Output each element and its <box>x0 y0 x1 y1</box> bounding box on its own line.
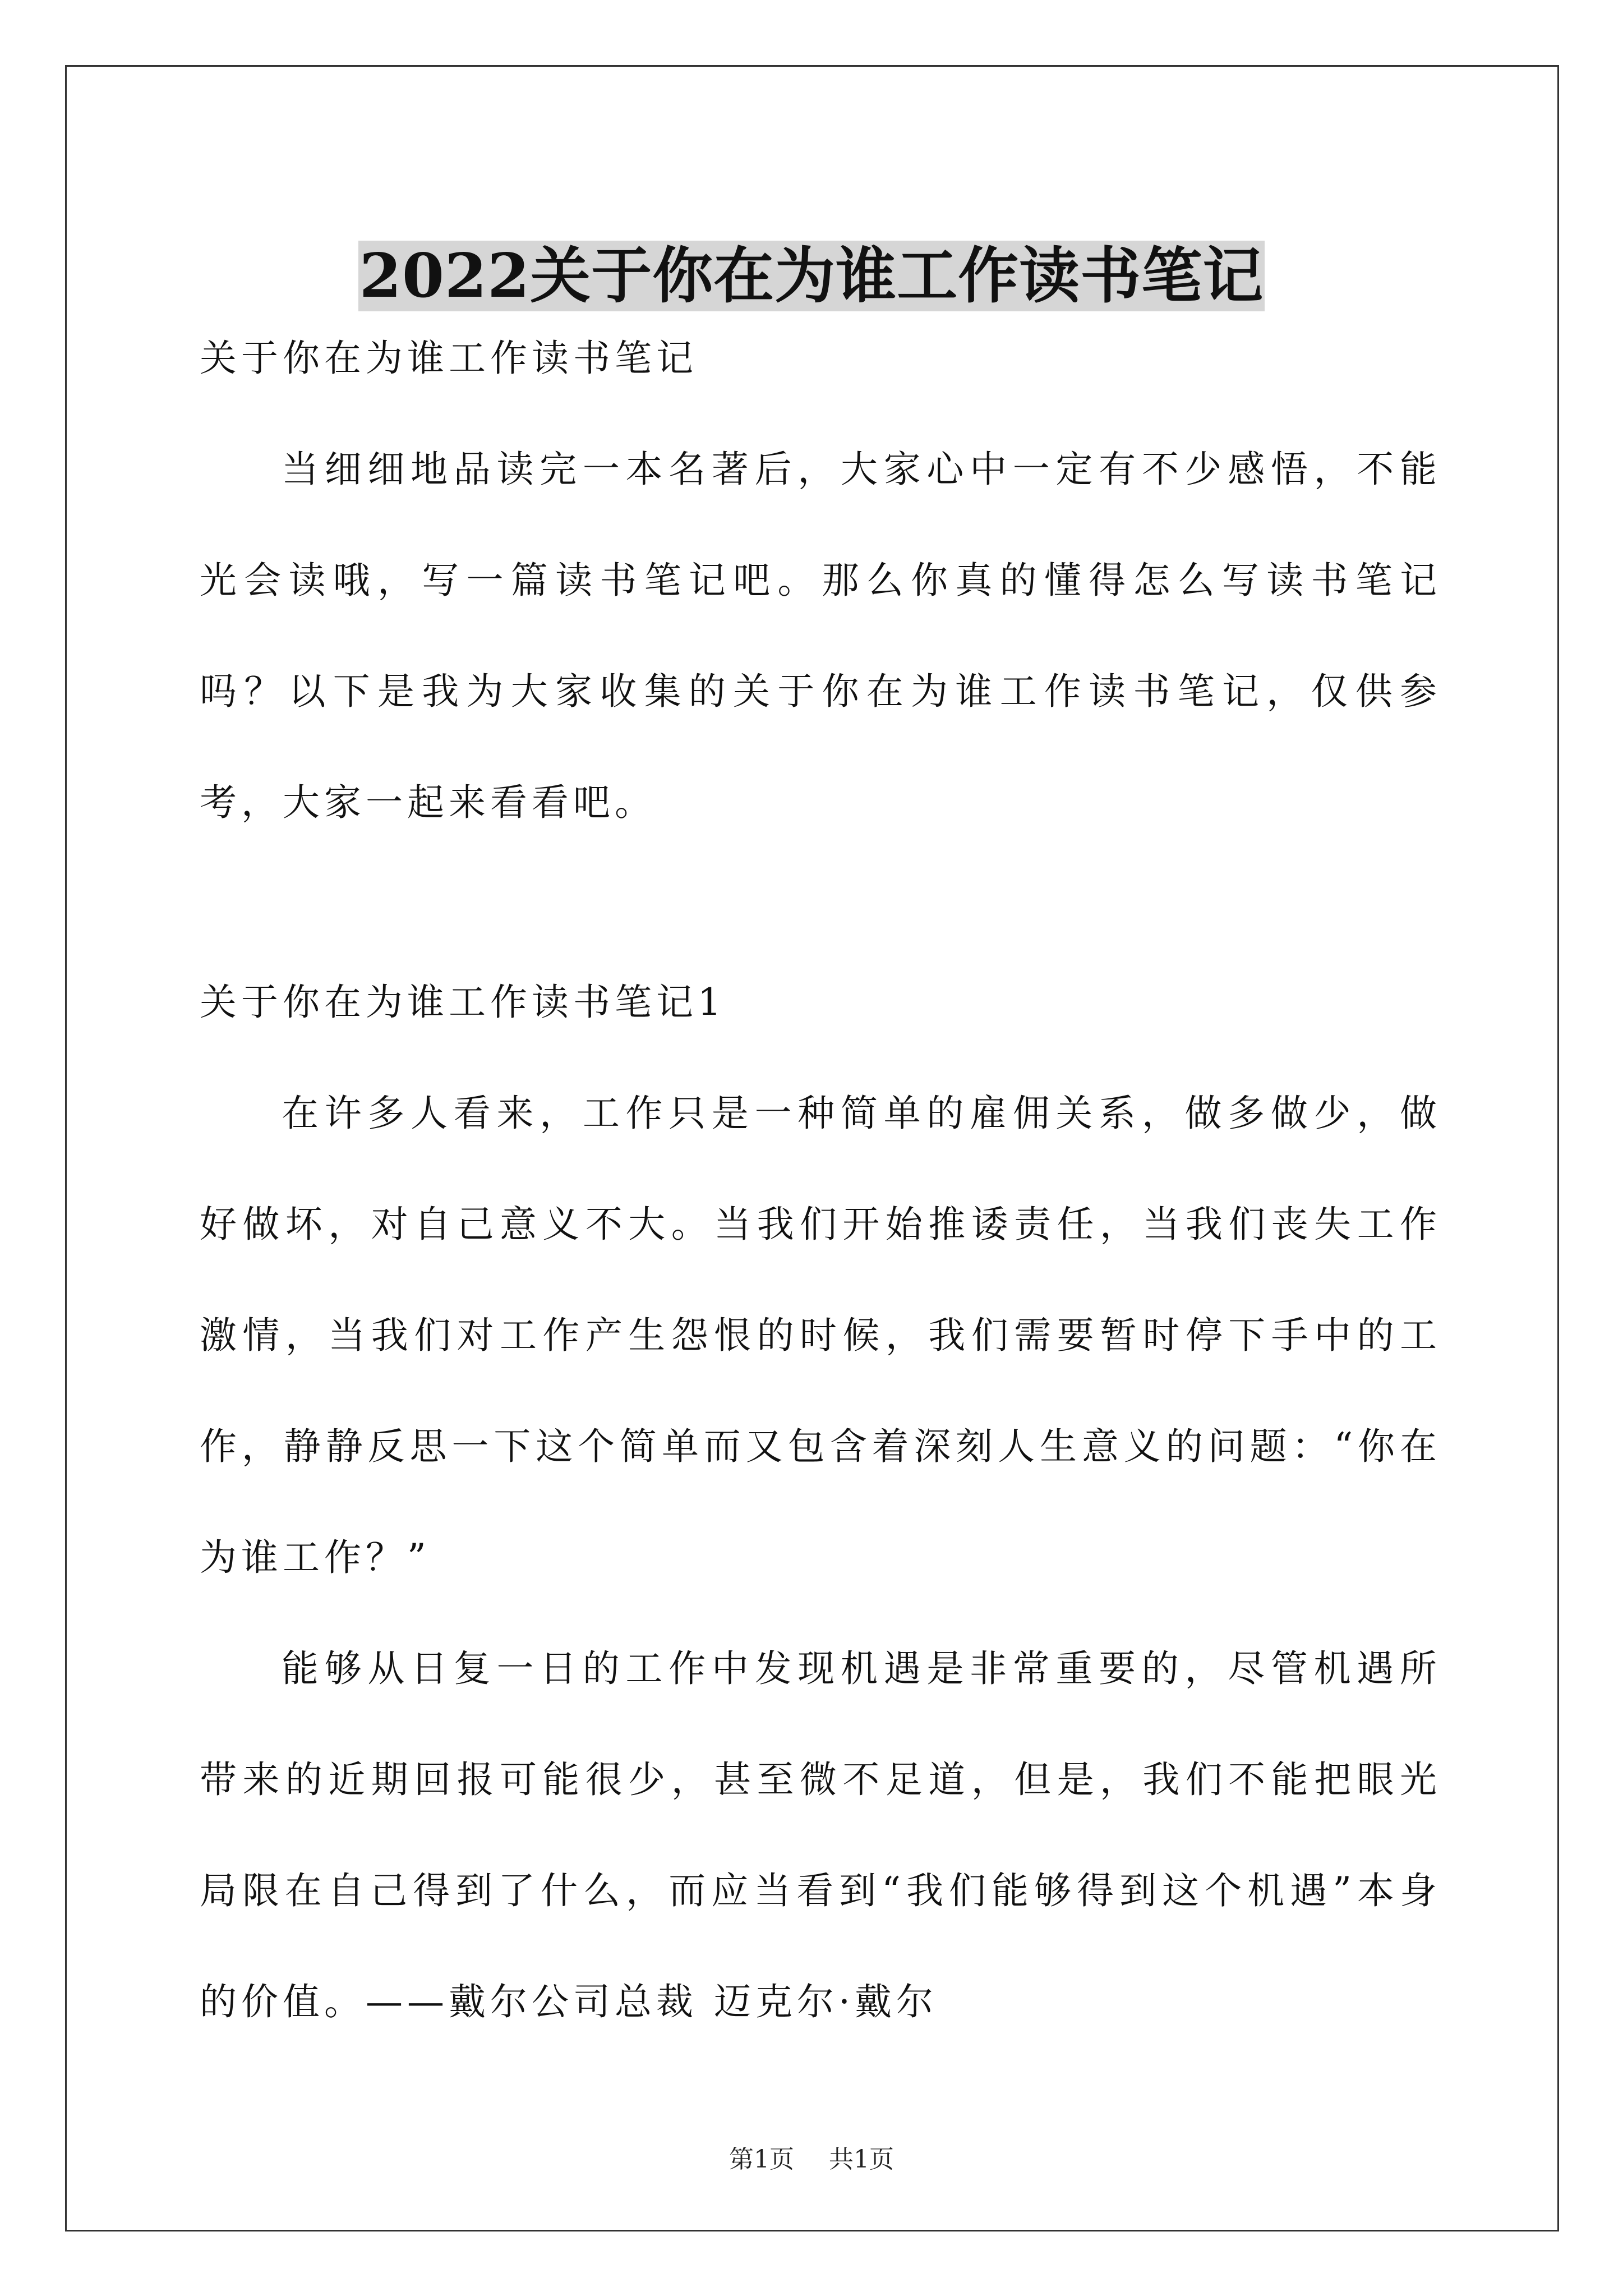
page-number-current: 第1页 <box>729 2145 794 2174</box>
document-title-text: 2022关于你在为谁工作读书笔记 <box>359 241 1264 312</box>
page-footer <box>0 2143 1623 2177</box>
body-paragraph-2: 能够从日复一日的工作中发现机遇是非常重要的，尽管机遇所带来的近期回报可能很少，甚至微不足道，但是，我们不能把眼光局限在自己得到了什么，而应当看到“我们能够得到这个机遇”本身的价值。——戴尔公司总裁 迈克尔·戴尔 <box>200 1647 1441 2023</box>
intro-paragraph: 当细细地品读完一本名著后，大家心中一定有不少感悟，不能光会读哦，写一篇读书笔记吧。那么你真的懂得怎么写读书笔记吗？以下是我为大家收集的关于你在为谁工作读书笔记，仅供参考，大家一起来看看吧。 <box>200 448 1441 824</box>
body-paragraph-1: 在许多人看来，工作只是一种简单的雇佣关系，做多做少，做好做坏，对自己意义不大。当我们开始推诿责任，当我们丧失工作激情，当我们对工作产生怨恨的时候，我们需要暂时停下手中的工作，静静反思一下这个简单而又包含着深刻人生意义的问题：“你在为谁工作？” <box>200 1092 1441 1579</box>
document-subtitle: 关于你在为谁工作读书笔记 <box>200 337 698 380</box>
document-body <box>200 303 1441 2058</box>
page-number-total: 共1页 <box>829 2145 894 2174</box>
section-heading: 关于你在为谁工作读书笔记1 <box>200 981 726 1024</box>
section-gap <box>200 858 1441 947</box>
